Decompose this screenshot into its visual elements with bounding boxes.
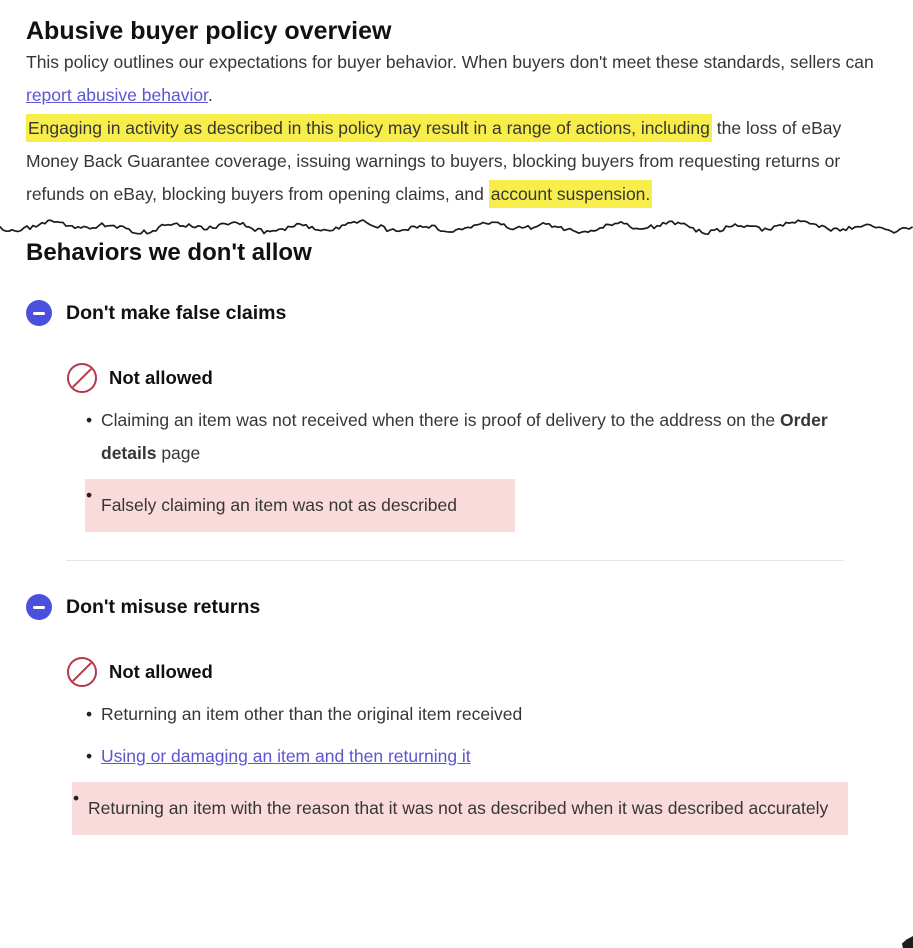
- not-allowed-label: Not allowed: [109, 661, 213, 682]
- page-title: Abusive buyer policy overview: [26, 17, 392, 45]
- section-false-claims: [26, 300, 887, 561]
- bullet-text: page: [156, 443, 201, 463]
- minus-glyph: [33, 312, 45, 315]
- intro-paragraph: [26, 46, 884, 112]
- not-allowed-label: Not allowed: [109, 367, 213, 388]
- policy-article: [0, 16, 913, 211]
- order-details-bold: Order details: [101, 410, 828, 463]
- section-title-false-claims: Don't make false claims: [66, 301, 287, 324]
- list-item: [85, 404, 885, 470]
- collapse-minus-icon[interactable]: [26, 594, 52, 620]
- torn-divider: [0, 218, 913, 238]
- intro-text: This policy outlines our expectations for buyer behavior. When buyers don't meet these standards, sellers can: [26, 52, 874, 72]
- using-damaging-item-link[interactable]: Using or damaging an item and then returning it: [101, 746, 471, 766]
- bullet-text: Claiming an item was not received when there is proof of delivery to the address on the: [101, 410, 780, 430]
- not-allowed-list: [85, 404, 885, 532]
- behaviors-area: [0, 239, 913, 835]
- list-item-highlighted: • Falsely claiming an item was not as described: [85, 479, 515, 532]
- not-allowed-header: [66, 362, 887, 394]
- intro-text-period: .: [207, 85, 213, 105]
- behaviors-heading: Behaviors we don't allow: [26, 239, 312, 266]
- section-divider: [66, 560, 844, 561]
- section-misuse-returns: [26, 594, 887, 835]
- list-item: • Returning an item other than the original item received: [85, 698, 885, 731]
- report-abusive-behavior-link[interactable]: report abusive behavior: [26, 85, 208, 105]
- torn-edge-icon: [0, 218, 913, 238]
- section-title-misuse-returns: Don't misuse returns: [66, 595, 261, 618]
- not-allowed-icon: [66, 656, 98, 688]
- not-allowed-icon: [66, 362, 98, 394]
- list-item: [85, 740, 885, 773]
- minus-glyph: [33, 606, 45, 609]
- consequences-middle-text: the loss of eBay Money Back Guarantee coverage, issuing warnings to buyers, blocking buyers from requesting returns or refunds on eBay, blocking buyers from opening claims, and: [26, 118, 842, 204]
- collapse-minus-icon[interactable]: [26, 300, 52, 326]
- not-allowed-header: [66, 656, 887, 688]
- not-allowed-list: [85, 698, 885, 835]
- torn-corner-mark: [902, 936, 913, 948]
- section-toggle-false-claims[interactable]: [26, 300, 887, 326]
- list-item-highlighted: • Returning an item with the reason that it was not as described when it was described accurately: [72, 782, 848, 835]
- highlighted-consequences-lead: Engaging in activity as described in this policy may result in a range of actions, including: [26, 114, 712, 142]
- highlighted-account-suspension: account suspension.: [489, 180, 653, 208]
- section-toggle-misuse-returns[interactable]: [26, 594, 887, 620]
- consequences-paragraph: [26, 112, 884, 211]
